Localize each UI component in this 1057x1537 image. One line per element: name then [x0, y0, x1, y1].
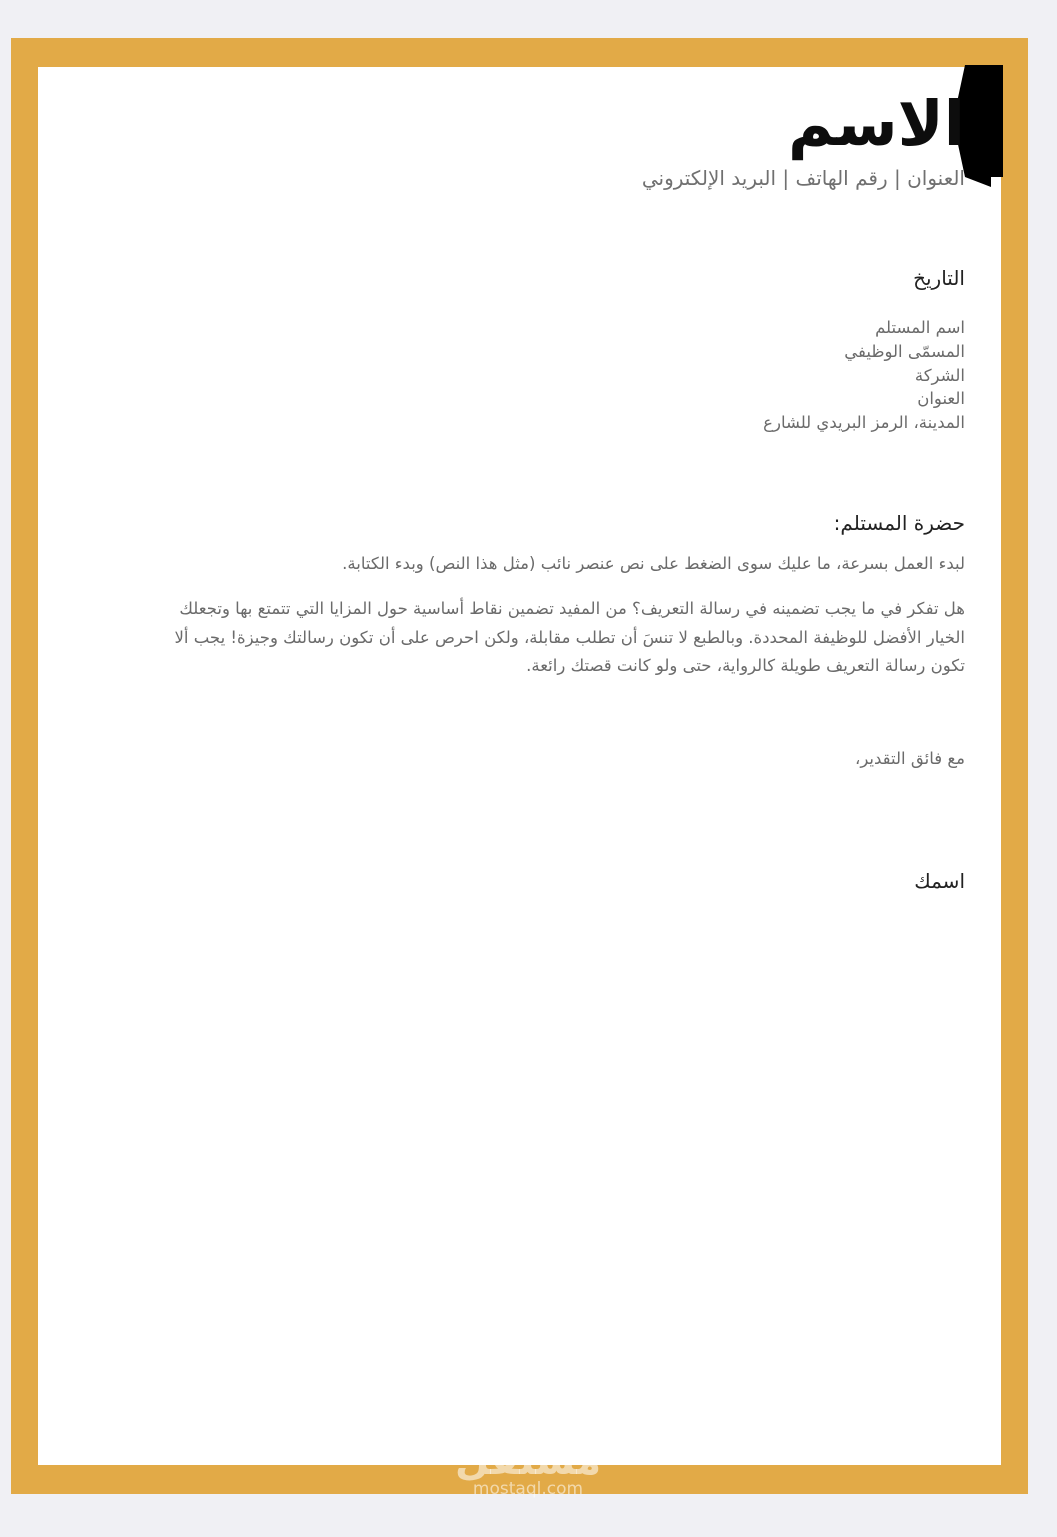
recipient-name: اسم المستلم	[875, 318, 965, 337]
watermark-latin: mostaql.com	[472, 1479, 584, 1499]
applicant-name: الاسم	[787, 87, 965, 160]
recipient-city: المدينة، الرمز البريدي للشارع	[763, 413, 965, 433]
letter-date: التاريخ	[913, 266, 965, 290]
watermark-logo	[453, 1438, 603, 1498]
closing: مع فائق التقدير،	[855, 749, 965, 768]
recipient-block	[763, 316, 965, 435]
contact-info: العنوان | رقم الهاتف | البريد الإلكتروني	[641, 166, 965, 190]
body-paragraph-1: لبدء العمل بسرعة، ما عليك سوى الضغط على نص عنصر نائب (مثل هذا النص) وبدء الكتابة.	[342, 554, 965, 573]
watermark-arabic: مستقل	[454, 1438, 602, 1484]
recipient-title: المسمّى الوظيفي	[844, 341, 965, 361]
body-paragraph-2: هل تفكر في ما يجب تضمينه في رسالة التعريف؟ من المفيد تضمين نقاط أساسية حول المزايا التي تتمتع بها وتجعلك الخيار الأفضل للوظيفة المحددة. وبالطبع لا تنسَ أن تطلب مقابلة، ولكن احرص على أن تكون رسالتك وجيزة! يجب ألا تكون رسالة التعريف طويلة كالرواية، حتى ولو كانت قصتك رائعة.	[174, 599, 965, 675]
recipient-company: الشركة	[914, 365, 965, 385]
recipient-address: العنوان	[917, 389, 965, 409]
signature: اسمك	[914, 869, 965, 893]
salutation: حضرة المستلم:	[833, 511, 965, 535]
